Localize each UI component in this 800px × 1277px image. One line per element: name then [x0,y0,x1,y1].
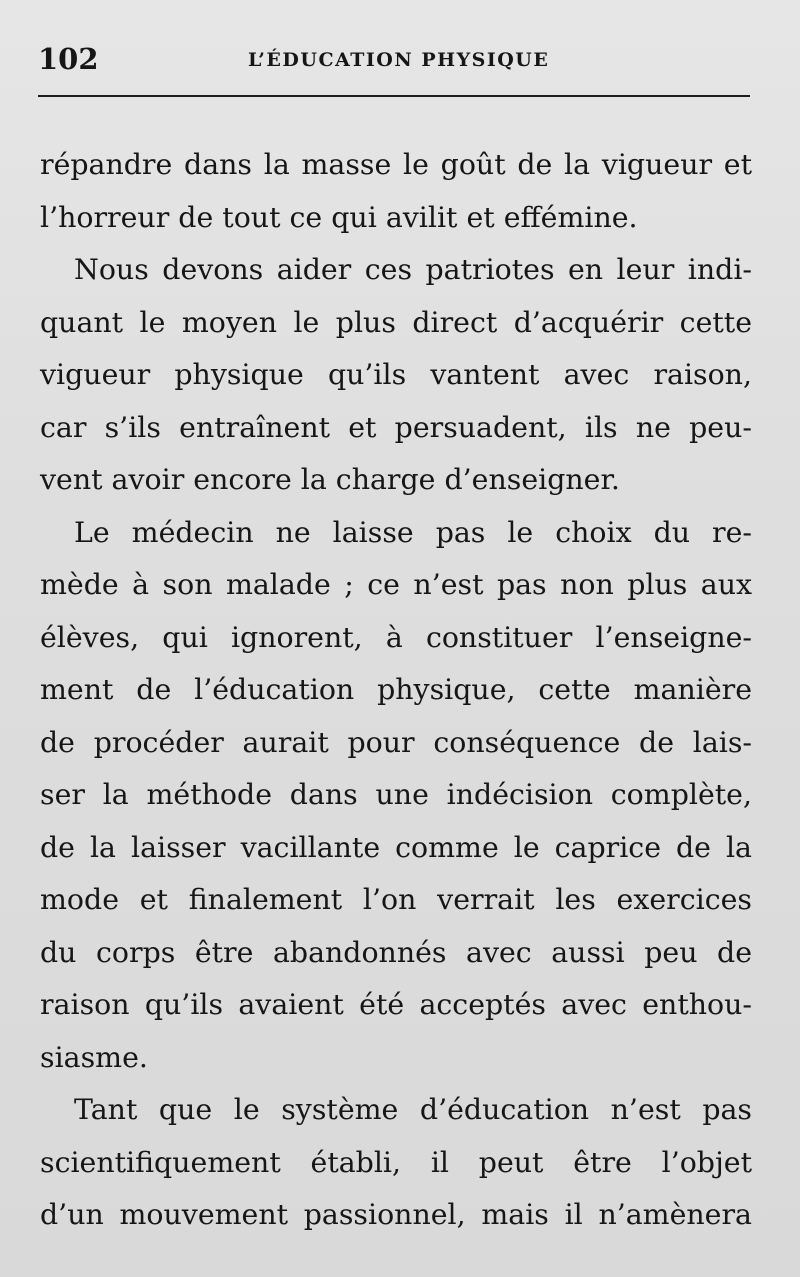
paragraph-start-line: Nous devons aider ces patriotes en leur indi- [74,253,752,286]
text-line: d’un mouvement passionnel, mais il n’amènera [40,1198,752,1231]
text-line: de la laisser vacillante comme le caprice de la [40,830,752,864]
page-header [38,40,748,80]
text-line: de procéder aurait pour conséquence de lais- [40,725,752,759]
text-line: du corps être abandonnés avec aussi peu de [40,935,752,969]
text-line: ser la méthode dans une indécision complète, [40,778,752,811]
text-line: raison qu’ils avaient été acceptés avec enthou- [40,988,752,1021]
body-text [40,139,752,1242]
text-line: ment de l’éducation physique, cette manière [40,673,752,706]
header-rule [38,95,750,97]
text-line: vigueur physique qu’ils vantent avec raison, [40,358,752,391]
text-line: vent avoir encore la charge d’enseigner. [40,463,620,496]
text-line: élèves, qui ignorent, à constituer l’enseigne- [40,620,752,654]
text-line: scientifiquement établi, il peut être l’objet [40,1145,752,1179]
text-line: siasme. [40,1040,148,1074]
text-line: mode et finalement l’on verrait les exercices [40,883,752,916]
text-line: car s’ils entraînent et persuadent, ils ne peu- [40,410,752,444]
running-title: L’ÉDUCATION PHYSIQUE [248,49,550,71]
text-line: quant le moyen le plus direct d’acquérir cette [40,305,752,339]
text-line: l’horreur de tout ce qui avilit et efféminе. [40,200,638,234]
paragraph-start-line: Tant que le système d’éducation n’est pas [74,1093,752,1126]
page-number: 102 [38,42,99,76]
paragraph-start-line: Le médecin ne laisse pas le choix du re- [74,515,752,549]
text-line: répandre dans la masse le goût de la vigueur et [40,148,752,181]
text-line: mède à son malade ; ce n’est pas non plus aux [40,568,752,601]
